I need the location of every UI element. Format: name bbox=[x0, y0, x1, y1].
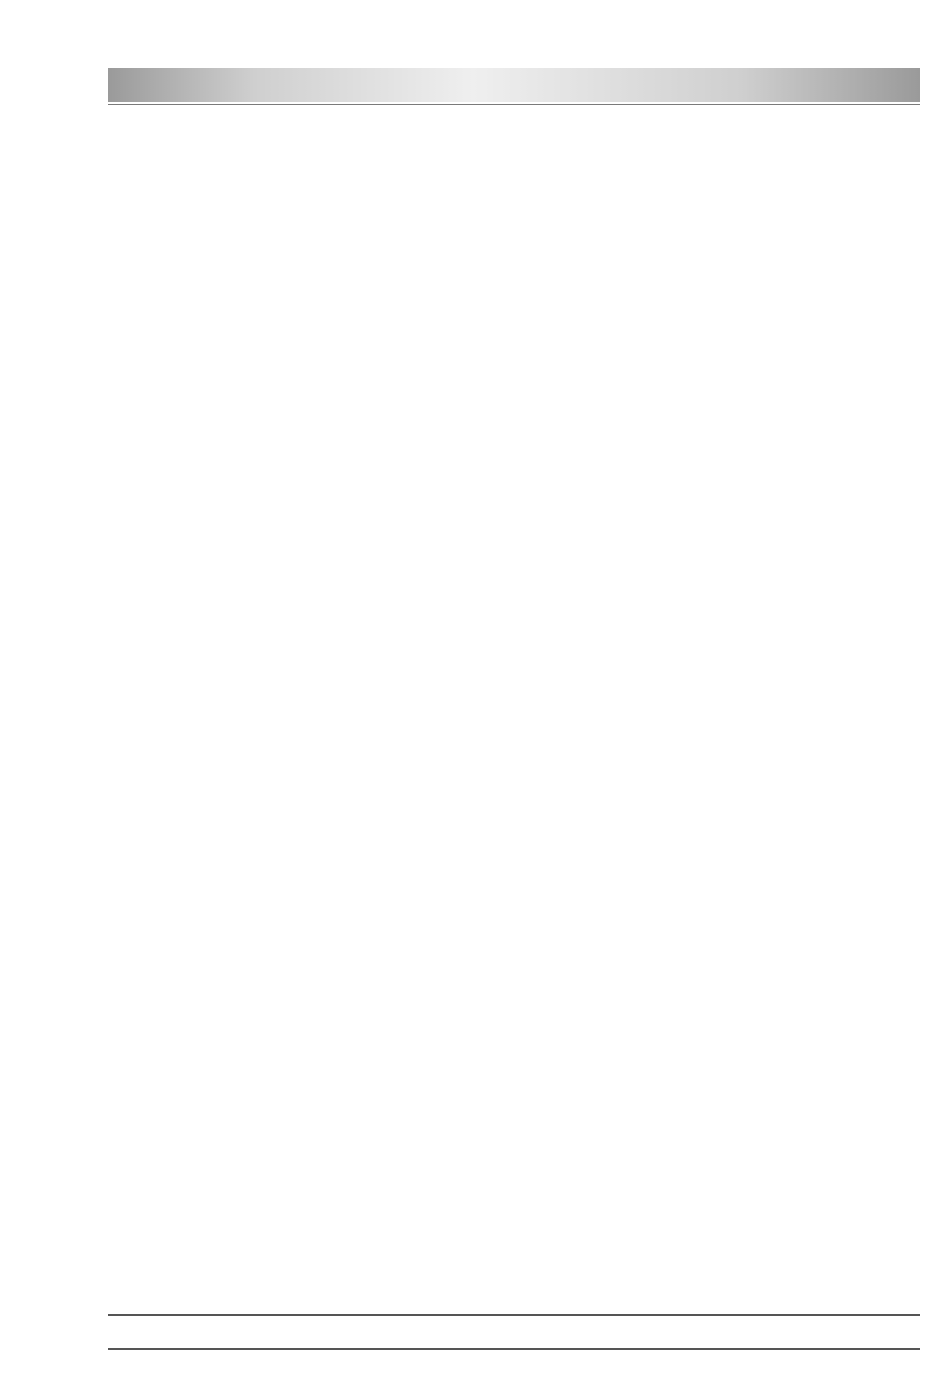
page-footer bbox=[108, 1312, 920, 1352]
footer-rule-bottom bbox=[108, 1348, 920, 1350]
page-header bbox=[0, 0, 949, 110]
footer-rule-top bbox=[108, 1314, 920, 1316]
wave-scroll-ornament-icon bbox=[108, 1320, 484, 1344]
header-band bbox=[108, 68, 920, 102]
header-divider bbox=[108, 104, 920, 105]
wave-scroll-ornament-icon bbox=[540, 1320, 920, 1344]
